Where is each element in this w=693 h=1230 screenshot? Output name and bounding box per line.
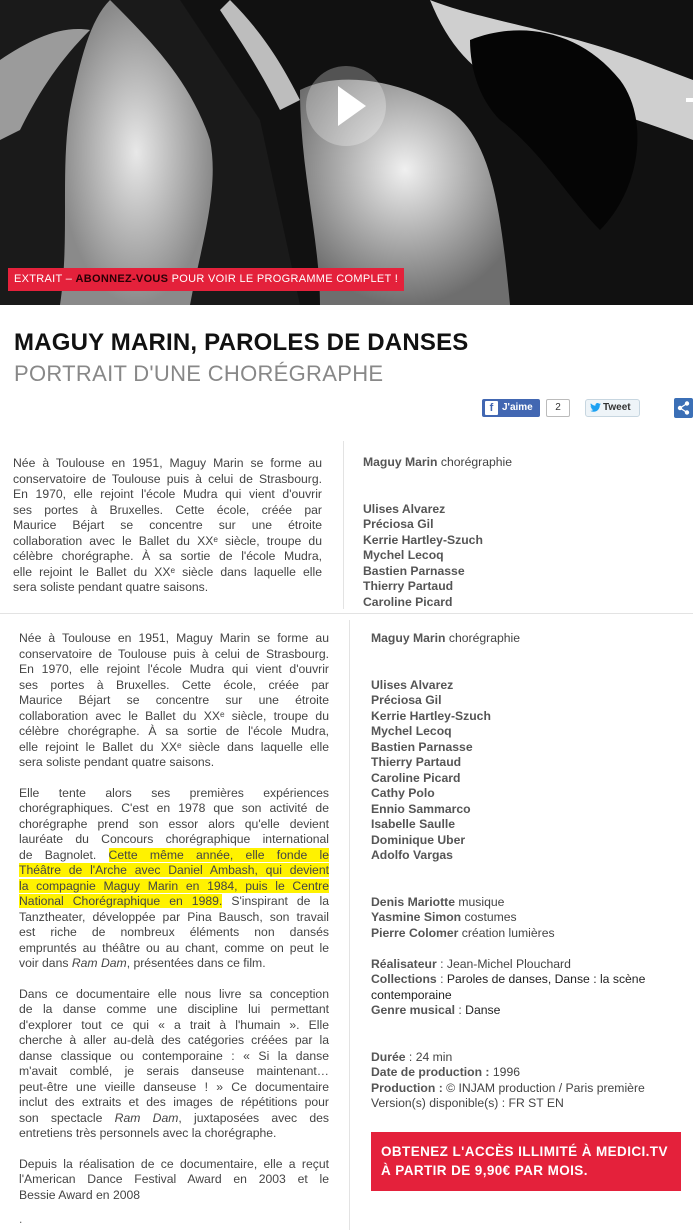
dancer-name: Bastien Parnasse bbox=[371, 739, 473, 754]
credit-name: Denis Mariotte bbox=[371, 894, 455, 909]
bio-line: de la danse comme une discipline lui permettant bbox=[19, 1002, 329, 1016]
bio-line bbox=[19, 863, 329, 879]
section-divider bbox=[0, 613, 693, 614]
highlighted-text: la compagnie Maguy Marin en 1984, puis le Centre bbox=[19, 878, 329, 893]
dancer-name: Mychel Lecoq bbox=[363, 548, 444, 562]
facebook-like-button[interactable] bbox=[482, 399, 540, 417]
bio-line: cherche à aller au-delà des catégories créées par la bbox=[19, 1033, 329, 1047]
dancer-name: Mychel Lecoq bbox=[371, 724, 452, 738]
date-row bbox=[371, 1065, 645, 1081]
bio-line bbox=[19, 879, 329, 895]
preview-bio-line: Maurice Béjart se concentre sur une étroite bbox=[13, 518, 322, 532]
collection-link[interactable]: , Danse : la scène bbox=[547, 972, 646, 986]
credit-role: création lumières bbox=[458, 925, 555, 940]
bio-line: chorégraphiques. C'est en 1978 que son activité de bbox=[19, 801, 329, 815]
bio-line: célèbre chorégraphe. À sa sortie de l'école Mudra, bbox=[19, 724, 329, 738]
dancer-name: Bastien Parnasse bbox=[363, 563, 465, 578]
dancer-name: Cathy Polo bbox=[371, 786, 435, 800]
bio-line: collaboration avec le Ballet du XXᵉ siècle, troupe du bbox=[19, 708, 329, 723]
highlighted-text: Théâtre de l'Arche avec Daniel Ambash, qui devient bbox=[19, 863, 329, 877]
like-count: 2 bbox=[546, 399, 570, 417]
cta-line-1: OBTENEZ L'ACCÈS ILLIMITÉ À MEDICI.TV bbox=[381, 1144, 668, 1159]
bio-line bbox=[19, 956, 329, 972]
main-bio bbox=[19, 631, 329, 1218]
bio-line: ses portes à Bruxelles. Cette école, créée par bbox=[19, 677, 329, 692]
bio-line: Née à Toulouse en 1951, Maguy Marin se forme au bbox=[19, 631, 329, 645]
credit-role: musique bbox=[454, 894, 505, 909]
page-subtitle: PORTRAIT D'UNE CHORÉGRAPHE bbox=[14, 361, 384, 386]
realisateur-row bbox=[371, 957, 645, 973]
main-divider bbox=[349, 620, 350, 1230]
play-icon bbox=[338, 86, 366, 126]
dancer-name: Kerrie Hartley-Szuch bbox=[363, 532, 483, 547]
credit-name: Yasmine Simon bbox=[371, 910, 462, 924]
bio-paragraph-3 bbox=[19, 987, 329, 1142]
bio-line: Maurice Béjart se concentre sur une étroite bbox=[19, 693, 329, 707]
credits-sidebar bbox=[371, 631, 645, 1112]
dancer-name: Kerrie Hartley-Szuch bbox=[371, 708, 491, 723]
bio-line: danse classique ou contemporaine : « Si la danse bbox=[19, 1048, 329, 1063]
dancer-name: Ulises Alvarez bbox=[371, 677, 454, 692]
credit-name: Pierre Colomer bbox=[371, 925, 459, 940]
bio-line: l'American Dance Festival Award en 2003 et le bbox=[19, 1172, 329, 1186]
crew-credit bbox=[371, 910, 645, 926]
dancer-name: Adolfo Vargas bbox=[371, 848, 453, 862]
dancer-name: Préciosa Gil bbox=[363, 517, 434, 531]
like-label: J'aime bbox=[502, 402, 533, 413]
dancer-name: Ulises Alvarez bbox=[363, 501, 446, 516]
facebook-icon: f bbox=[485, 401, 498, 415]
versions-row: Version(s) disponible(s) : FR ST EN bbox=[371, 1096, 564, 1110]
tweet-button[interactable] bbox=[585, 399, 640, 417]
video-thumbnail bbox=[0, 0, 693, 305]
bio-line: En 1970, elle rejoint l'école Mudra qui vient d'ouvrir bbox=[19, 662, 329, 676]
bio-line: conservatoire de Toulouse puis à celui de Strasbourg. bbox=[19, 646, 329, 661]
page-title: MAGUY MARIN, PAROLES DE DANSES bbox=[14, 329, 469, 356]
preview-credits bbox=[363, 455, 512, 610]
crew-credit bbox=[371, 926, 645, 942]
show-title: Ram Dam bbox=[114, 1110, 179, 1125]
trailing-dot: . bbox=[19, 1212, 23, 1226]
credit-name: Maguy Marin bbox=[371, 631, 446, 645]
preview-bio-line: célèbre chorégraphe. À sa sortie de l'école Mudra, bbox=[13, 549, 322, 563]
subscribe-link[interactable]: ABONNEZ-VOUS bbox=[75, 273, 169, 285]
preview-bio-line: sera soliste pendant quatre saisons. bbox=[13, 580, 209, 594]
bio-line: elle rejoint le Ballet du XXᵉ siècle dans laquelle elle bbox=[19, 739, 329, 754]
banner-suffix: POUR VOIR LE PROGRAMME COMPLET ! bbox=[168, 273, 399, 285]
bio-line: Depuis la réalisation de ce documentaire, elle a reçut bbox=[19, 1156, 329, 1171]
dancer-name: Thierry Partaud bbox=[363, 579, 454, 593]
bio-line: Bessie Award en 2008 bbox=[19, 1187, 141, 1202]
meta-value: : Jean-Michel Plouchard bbox=[436, 956, 571, 971]
bio-line: peut-être une vieille danseuse ! » Ce documentaire bbox=[19, 1079, 329, 1094]
subscribe-banner[interactable] bbox=[8, 268, 404, 291]
highlighted-text: Cette même année, elle fonde le bbox=[108, 847, 329, 862]
bio-line: sera soliste pendant quatre saisons. bbox=[19, 755, 215, 769]
subscribe-cta-button[interactable] bbox=[371, 1132, 681, 1191]
bio-line: Dans ce documentaire elle nous livre sa conception bbox=[19, 986, 329, 1001]
bio-line: Elle tente alors ses premières expériences bbox=[19, 785, 329, 800]
cta-line-2: À PARTIR DE 9,90€ PAR MOIS. bbox=[381, 1163, 588, 1178]
bio-line: empruntés au théâtre ou au chant, comme on peut le bbox=[19, 940, 329, 955]
preview-bio-line: Née à Toulouse en 1951, Maguy Marin se forme au bbox=[13, 456, 322, 470]
share-icon bbox=[677, 401, 690, 415]
video-player[interactable] bbox=[0, 0, 693, 305]
preview-divider bbox=[343, 441, 344, 609]
meta-label: Collections bbox=[371, 972, 437, 986]
credit-role: chorégraphie bbox=[445, 631, 521, 645]
share-button[interactable] bbox=[674, 398, 693, 418]
preview-choreographer bbox=[363, 455, 512, 471]
preview-bio-line: collaboration avec le Ballet du XXᵉ siècle, troupe du bbox=[13, 533, 322, 548]
bio-line: Tanztheater, développée par Pina Bausch, son travail bbox=[19, 909, 329, 924]
credit-role: costumes bbox=[461, 910, 517, 924]
dancer-name: Dominique Uber bbox=[371, 832, 466, 847]
production-row bbox=[371, 1081, 645, 1097]
show-title: Ram Dam bbox=[71, 956, 127, 970]
bio-text: son spectacle bbox=[19, 1110, 115, 1125]
meta-sep: : bbox=[455, 1003, 466, 1017]
meta-label: Production : bbox=[371, 1080, 443, 1095]
bio-line: lauréate du Concours chorégraphique international bbox=[19, 832, 329, 846]
genre-row bbox=[371, 1003, 645, 1019]
duree-row bbox=[371, 1050, 645, 1066]
play-button[interactable] bbox=[306, 66, 386, 146]
preview-bio-line: ses portes à Bruxelles. Cette école, créée par bbox=[13, 502, 322, 517]
bio-line: d'explorer tout ce qui « a trait à l'humain ». Elle bbox=[19, 1017, 329, 1032]
dancer-name: Thierry Partaud bbox=[371, 755, 462, 769]
preview-bio-line: En 1970, elle rejoint l'école Mudra qui vient d'ouvrir bbox=[13, 487, 322, 501]
bio-text: , juxtaposées avec des bbox=[178, 1110, 329, 1125]
preview-bio bbox=[13, 456, 322, 596]
preview-bio-line: elle rejoint le Ballet du XXᵉ siècle dans laquelle elle bbox=[13, 564, 322, 579]
meta-value: : 24 min bbox=[405, 1049, 453, 1064]
bio-line: entretiens très personnels avec la chorégraphe. bbox=[19, 1126, 277, 1140]
bio-text: , présentées dans ce film. bbox=[126, 956, 266, 970]
dancer-name: Ennio Sammarco bbox=[371, 801, 471, 816]
credit-role: chorégraphie bbox=[437, 455, 513, 469]
choreographer-credit bbox=[371, 631, 645, 647]
meta-label: Durée bbox=[371, 1049, 406, 1064]
meta-label: Réalisateur bbox=[371, 956, 437, 971]
edge-marker bbox=[686, 98, 693, 102]
meta-label: Date de production : bbox=[371, 1065, 490, 1079]
highlighted-text: National Chorégraphique en 1989. bbox=[19, 894, 223, 908]
bio-line: m'avait comblé, je serais danseuse maintenant… bbox=[19, 1064, 329, 1078]
bio-text: S'inspirant de la bbox=[222, 894, 329, 908]
bio-line bbox=[19, 1111, 329, 1127]
bio-paragraph-4 bbox=[19, 1157, 329, 1204]
twitter-icon bbox=[590, 403, 601, 412]
collection-link[interactable]: Paroles de danses bbox=[446, 972, 548, 986]
bio-paragraph-2 bbox=[19, 786, 329, 972]
bio-line bbox=[19, 894, 329, 910]
bio-line: inclut des extraits et des images de répétitions pour bbox=[19, 1095, 329, 1109]
meta-sep: : bbox=[436, 972, 447, 986]
collections-row bbox=[371, 972, 645, 988]
credit-name: Maguy Marin bbox=[363, 455, 438, 469]
bio-paragraph-1 bbox=[19, 631, 329, 771]
genre-link[interactable]: Danse bbox=[465, 1003, 501, 1017]
meta-value: 1996 bbox=[489, 1065, 520, 1079]
preview-bio-line: conservatoire de Toulouse puis à celui de Strasbourg. bbox=[13, 471, 322, 486]
tweet-label: Tweet bbox=[603, 402, 631, 413]
bio-line bbox=[19, 848, 329, 864]
bio-text: de Bagnolet. bbox=[19, 847, 109, 862]
collection-link[interactable]: contemporaine bbox=[371, 987, 452, 1002]
bio-line: chorégraphe prend son essor alors qu'elle devient bbox=[19, 816, 329, 831]
meta-value: © INJAM production / Paris première bbox=[442, 1080, 645, 1095]
dancer-name: Caroline Picard bbox=[371, 770, 461, 785]
bio-text: voir dans bbox=[19, 956, 72, 970]
crew-credit bbox=[371, 895, 645, 911]
dancer-name: Préciosa Gil bbox=[371, 693, 442, 707]
dancer-name: Caroline Picard bbox=[363, 594, 453, 609]
meta-label: Genre musical bbox=[371, 1003, 455, 1017]
banner-prefix: EXTRAIT – bbox=[14, 273, 76, 285]
bio-line: est riche de nombreux éléments non dansés bbox=[19, 925, 329, 939]
dancer-name: Isabelle Saulle bbox=[371, 817, 456, 831]
